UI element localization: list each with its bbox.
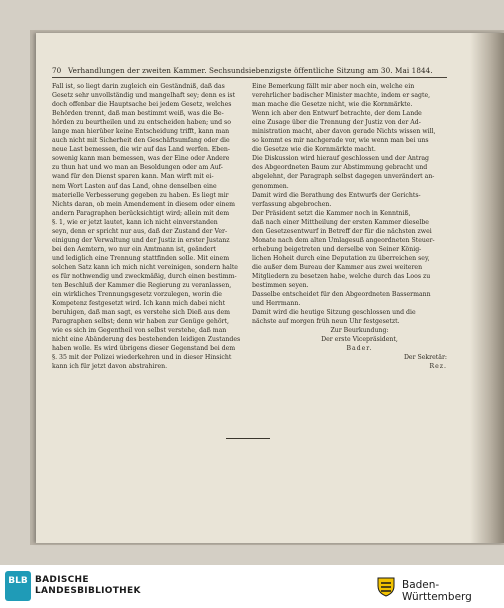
text-line: neue Last bemessen, die wir auf das Land werfen. Eben- <box>52 146 230 154</box>
text-line: daß nach einer Mittheilung der ersten Kammer dieselbe <box>252 218 429 226</box>
text-line: verehrlicher badischer Minister machte, indem er sagte, <box>252 92 431 100</box>
text-line: einigung der Verwaltung und der Justiz in erster Justanz <box>52 236 230 244</box>
text-line: lichen Hoheit durch eine Deputation zu überreichen sey, <box>252 254 430 262</box>
header-rule <box>52 77 447 78</box>
text-line: Der Präsident setzt die Kammer noch in Kenntniß, <box>252 209 411 217</box>
text-line: ministration macht, aber davon gerade Nichts wissen will, <box>252 128 436 136</box>
text-line: Monate nach dem alten Umlagesuß angeordneten Steuer- <box>252 236 435 244</box>
text-line: auch nicht mit Sicherheit den Geschäftsumfang oder die <box>52 137 230 145</box>
blb-label[interactable] <box>35 575 141 597</box>
text-line: haben wolle. Es wird übrigens dieser Gegenstand bei dem <box>52 345 236 353</box>
blb-logo[interactable] <box>5 571 31 601</box>
blb-logo-text: BLB <box>8 576 28 586</box>
text-line: §. 35 mit der Polizei wiederkehren und in dieser Hinsicht <box>52 354 232 362</box>
text-line: nächste auf morgen früh neun Uhr festgesetzt. <box>252 318 400 326</box>
text-line: Dasselbe entscheidet für den Abgeordneten Bassermann <box>252 291 431 299</box>
text-line: so kommt es mir nachgerade vor, wie wenn man bei uns <box>252 137 429 145</box>
text-line: und lediglich eine Trennung stattfinden solle. Mit einem <box>52 254 230 262</box>
signature-line4: Der Sekretär: <box>403 354 447 362</box>
text-line: Mitgliedern zu besetzen habe, welche durch das Loos zu <box>252 272 431 280</box>
text-line: materielle Verbesserung gegeben zu haben. Es liegt mir <box>52 191 229 199</box>
text-line: Nichts daran, ob mein Amendement in diesem oder einem <box>52 200 236 208</box>
text-line: Eine Bemerkung fällt mir aber noch ein, welche ein <box>252 83 415 90</box>
text-line: Die Diskussion wird hierauf geschlossen und der Antrag <box>252 155 430 163</box>
text-line: die außer dem Bureau der Kammer aus zwei weiteren <box>252 263 423 271</box>
text-line: nicht eine Abänderung des bestehenden leidigen Zustandes <box>52 336 241 344</box>
text-line: Fall ist, so liegt darin zugleich ein Geständniß, daß das <box>52 83 225 90</box>
footer-bar <box>0 565 504 608</box>
text-line: erhebung beigetreten und derselbe von Seiner König- <box>252 245 422 253</box>
text-line: die Gesetze wie die Kornmärkte macht. <box>252 146 376 154</box>
book-spine <box>470 33 504 543</box>
signature-line2: Der erste Vicepräsident, <box>321 336 398 344</box>
text-line: ein wirkliches Trennungsgesetz vorzulegen, worin die <box>52 291 222 299</box>
text-line: Paragraphen selbst; denn wir haben zur Genüge gehört, <box>52 318 229 326</box>
text-line: bestimmen seyen. <box>252 282 309 290</box>
text-line: bei den Aemtern, wo nur ein Amtmann ist, geändert <box>52 245 216 253</box>
text-line: beruhigen, daß man sagt, es verstehe sich Dieß aus dem <box>52 309 231 317</box>
text-line: doch offenbar die Hauptsache bei jedem Gesetz, welches <box>52 101 232 109</box>
text-line: Damit wird die heutige Sitzung geschlossen und die <box>252 309 416 317</box>
text-line: ten Beschluß der Kammer die Regierung zu veranlassen, <box>52 282 232 290</box>
text-line: §. 1, wie er jetzt lautet, kann ich nicht einverstanden <box>52 218 218 226</box>
text-line: wand für den Dienst sparen kann. Man wirft mit ei- <box>52 173 214 181</box>
signature-line3: Bader. <box>346 345 373 353</box>
text-line: Gesetz sehr unvollständig und mangelhaft sey; denn es ist <box>52 92 236 100</box>
text-line: genommen. <box>252 182 289 190</box>
blb-label-line2: LANDESBIBLIOTHEK <box>35 586 141 596</box>
text-line: Kompetenz festgesetzt wird. Ich kann mich dabei nicht <box>52 300 226 308</box>
text-line: und Herrmann. <box>252 300 301 308</box>
section-divider <box>226 438 270 439</box>
text-line: seyn, denn er spricht nur aus, daß der Zustand der Ver- <box>52 227 228 235</box>
signature-line5: Rez. <box>429 363 447 371</box>
text-line: solchen Satz kann ich mich nicht vereinigen, sondern halte <box>52 263 238 271</box>
text-line: Wenn ich aber den Entwurf betrachte, der dem Lande <box>252 110 422 118</box>
text-line: lange man hierüber keine Entscheidung trifft, kann man <box>52 128 230 136</box>
text-line: kann ich für jetzt davon abstrahiren. <box>52 363 168 371</box>
text-line: Behörden trennt, daß man bestimmt weiß, was die Be- <box>52 110 224 118</box>
text-line: Damit wird die Berathung des Entwurfs der Gerichts- <box>252 191 421 199</box>
text-line: sowenig kann man bemessen, was der Eine oder Andere <box>52 155 230 163</box>
text-line: abgelehnt, der Paragraph selbst dagegen unverändert an- <box>252 173 435 181</box>
text-line: zu thun hat und wo man an Besoldungen oder am Auf- <box>52 164 223 172</box>
text-line: den Gesetzesentwurf in Betreff der für die nächsten zwei <box>252 227 432 235</box>
text-line: eine Zusage über die Trennung der Justiz von der Ad- <box>252 119 421 127</box>
text-line: es für nothwendig und zweckmäßig, durch einen bestimm- <box>52 272 237 280</box>
text-line: verfassung abgebrochen. <box>252 200 332 208</box>
right-text-column <box>252 82 447 372</box>
text-line: man mache die Gesetze nicht, wie die Kornmärkte. <box>252 101 413 109</box>
running-title: Verhandlungen der zweiten Kammer. Sechsundsiebenzigste öffentliche Sitzung am 30. Mai 1844. <box>68 66 433 75</box>
blb-label-line1: BADISCHE <box>35 575 89 585</box>
left-text-column <box>52 82 244 372</box>
text-line: wie es sich im Gegentheil von selbst verstehe, daß man <box>52 327 227 335</box>
baden-wuerttemberg-crest-icon <box>375 575 397 597</box>
text-line: hörden zu beurtheilen und zu entscheiden haben; und so <box>52 119 231 127</box>
baden-wuerttemberg-label[interactable]: Baden-Württemberg <box>402 579 472 603</box>
signature-block <box>252 326 447 371</box>
text-line: des Abgeordneten Baum zur Abstimmung gebracht und <box>252 164 428 172</box>
signature-line1: Zur Beurkundung: <box>330 327 389 335</box>
page-number: 70 <box>52 66 62 75</box>
text-line: nem Wort Lasten auf das Land, ohne denselben eine <box>52 182 217 190</box>
text-line: andern Paragraphen berücksichtigt wird; allein mit dem <box>52 209 230 217</box>
